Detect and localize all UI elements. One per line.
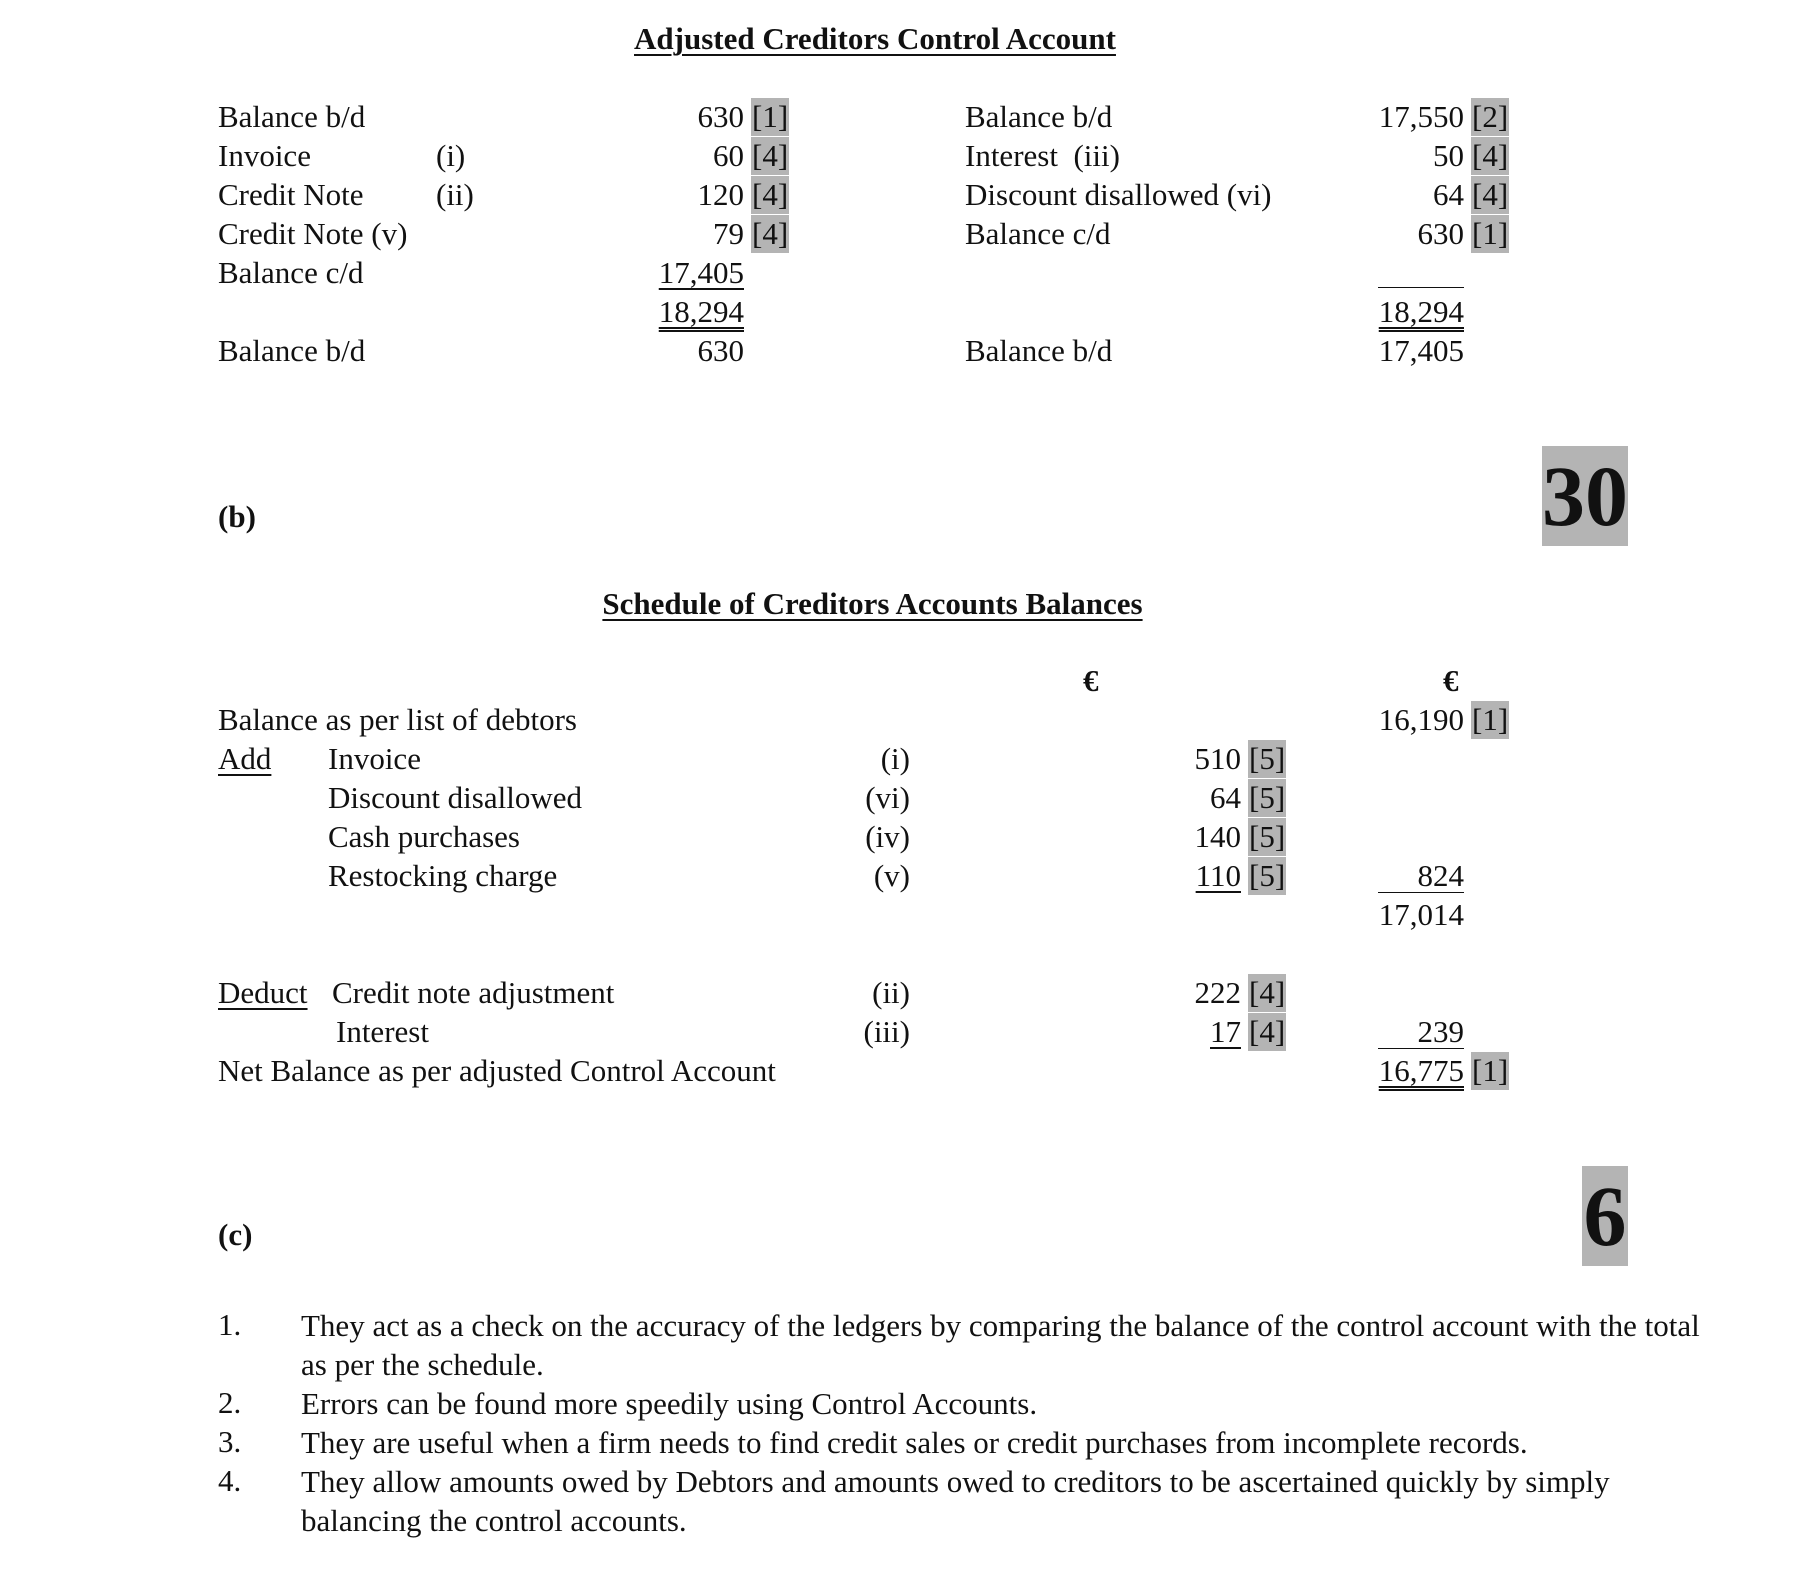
debit-label-1: Balance b/d bbox=[218, 99, 366, 134]
credit-amount-2: 50 bbox=[1433, 138, 1464, 173]
schedule-title: Schedule of Creditors Accounts Balances bbox=[602, 586, 1143, 621]
add-item-mark-2: [5] bbox=[1249, 780, 1286, 815]
list-item-num-2: 2. bbox=[218, 1385, 242, 1420]
debit-bd-label: Balance b/d bbox=[218, 333, 366, 368]
debit-ref-3: (ii) bbox=[436, 177, 474, 212]
deduct-item-ref-1: (ii) bbox=[872, 975, 910, 1010]
deduct-item-label-2: Interest bbox=[336, 1014, 429, 1049]
subtotal: 17,014 bbox=[1378, 897, 1464, 932]
credit-mark-3: [4] bbox=[1472, 177, 1509, 212]
add-item-label-3: Cash purchases bbox=[328, 819, 520, 854]
add-item-ref-1: (i) bbox=[880, 741, 910, 776]
add-item-ref-2: (vi) bbox=[865, 780, 910, 815]
list-item-text-4: They allow amounts owed by Debtors and amounts owed to creditors to be ascertained quickly by simply balancing the control accounts. bbox=[301, 1464, 1610, 1538]
control-account-title: Adjusted Creditors Control Account bbox=[634, 21, 1116, 56]
credit-label-4: Balance c/d bbox=[965, 216, 1111, 251]
debit-amount-3: 120 bbox=[697, 177, 744, 212]
credit-mark-1: [2] bbox=[1472, 99, 1509, 134]
credit-mark-4: [1] bbox=[1472, 216, 1509, 251]
add-total: 824 bbox=[1417, 858, 1464, 893]
debit-mark-3: [4] bbox=[752, 177, 789, 212]
deduct-item-amount-2-value: 17 bbox=[1210, 1014, 1241, 1049]
debit-mark-4: [4] bbox=[752, 216, 789, 251]
credit-label-2: Interest (iii) bbox=[965, 138, 1120, 173]
debit-bd-amount: 630 bbox=[697, 333, 744, 368]
deduct-item-amount-2 bbox=[1100, 1013, 1241, 1051]
add-item-amount-3: 140 bbox=[1194, 819, 1241, 854]
net-balance-amount bbox=[1320, 1052, 1464, 1090]
add-item-label-1: Invoice bbox=[328, 741, 421, 776]
marks-box-a: 30 bbox=[1542, 448, 1628, 544]
debit-cd-amount: 17,405 bbox=[658, 255, 744, 290]
deduct-item-ref-2: (iii) bbox=[863, 1014, 910, 1049]
credit-amount-3: 64 bbox=[1433, 177, 1464, 212]
credit-label-3: Discount disallowed (vi) bbox=[965, 177, 1272, 212]
add-label: Add bbox=[218, 741, 272, 776]
add-item-amount-4-value: 110 bbox=[1195, 858, 1241, 893]
debit-amount-2: 60 bbox=[713, 138, 744, 173]
credit-bd-label: Balance b/d bbox=[965, 333, 1113, 368]
debit-mark-1: [1] bbox=[752, 99, 789, 134]
add-item-amount-1: 510 bbox=[1194, 741, 1241, 776]
debit-label-3: Credit Note bbox=[218, 177, 364, 212]
credit-amount-4: 630 bbox=[1417, 216, 1464, 251]
credit-label-1: Balance b/d bbox=[965, 99, 1113, 134]
deduct-total: 239 bbox=[1417, 1014, 1464, 1049]
debit-amount-1: 630 bbox=[697, 99, 744, 134]
add-item-amount-2: 64 bbox=[1210, 780, 1241, 815]
debit-mark-2: [4] bbox=[752, 138, 789, 173]
debit-ref-2: (i) bbox=[436, 138, 466, 173]
add-item-label-4: Restocking charge bbox=[328, 858, 558, 893]
section-b-label: (b) bbox=[218, 499, 256, 534]
add-item-mark-3: [5] bbox=[1249, 819, 1286, 854]
net-balance-mark: [1] bbox=[1472, 1053, 1509, 1088]
credit-total-amount: 18,294 bbox=[1378, 294, 1464, 329]
credit-bd-amount: 17,405 bbox=[1378, 333, 1464, 368]
deduct-item-mark-1: [4] bbox=[1249, 975, 1286, 1010]
deduct-item-label-1: Credit note adjustment bbox=[332, 975, 615, 1010]
opening-balance-amount: 16,190 bbox=[1378, 702, 1464, 737]
credit-total bbox=[1320, 293, 1464, 331]
add-item-label-2: Discount disallowed bbox=[328, 780, 582, 815]
deduct-label: Deduct bbox=[218, 975, 308, 1010]
currency-col2: € bbox=[1443, 663, 1459, 698]
deduct-item-amount-1: 222 bbox=[1194, 975, 1241, 1010]
debit-amount-5 bbox=[600, 254, 744, 292]
opening-balance-mark: [1] bbox=[1472, 702, 1509, 737]
list-item-text-3: They are useful when a firm needs to find credit sales or credit purchases from incomplete records. bbox=[301, 1425, 1528, 1460]
list-item-num-4: 4. bbox=[218, 1463, 242, 1498]
list-item-text-2: Errors can be found more speedily using Control Accounts. bbox=[301, 1386, 1038, 1421]
debit-total-amount: 18,294 bbox=[658, 294, 744, 329]
opening-balance-label: Balance as per list of debtors bbox=[218, 702, 577, 737]
add-item-ref-4: (v) bbox=[873, 858, 910, 893]
debit-amount-4: 79 bbox=[713, 216, 744, 251]
list-item-num-1: 1. bbox=[218, 1307, 242, 1342]
net-balance-value: 16,775 bbox=[1378, 1053, 1464, 1088]
list-item-num-3: 3. bbox=[218, 1424, 242, 1459]
marks-box-b: 6 bbox=[1583, 1168, 1627, 1264]
deduct-item-mark-2: [4] bbox=[1249, 1014, 1286, 1049]
credit-mark-2: [4] bbox=[1472, 138, 1509, 173]
add-item-mark-1: [5] bbox=[1249, 741, 1286, 776]
section-c-label: (c) bbox=[218, 1217, 253, 1252]
add-item-ref-3: (iv) bbox=[865, 819, 910, 854]
list-item-text-1: They act as a check on the accuracy of the ledgers by comparing the balance of the control account with the total as per the schedule. bbox=[301, 1308, 1700, 1382]
debit-label-5: Balance c/d bbox=[218, 255, 364, 290]
net-balance-label: Net Balance as per adjusted Control Account bbox=[218, 1053, 776, 1088]
add-item-amount-4 bbox=[1100, 857, 1241, 895]
debit-label-4: Credit Note (v) bbox=[218, 216, 408, 251]
debit-label-2: Invoice bbox=[218, 138, 311, 173]
add-item-mark-4: [5] bbox=[1249, 858, 1286, 893]
credit-amount-1: 17,550 bbox=[1378, 99, 1464, 134]
currency-col1: € bbox=[1083, 663, 1099, 698]
credit-blank-underline bbox=[1378, 287, 1464, 288]
debit-total bbox=[600, 293, 744, 331]
